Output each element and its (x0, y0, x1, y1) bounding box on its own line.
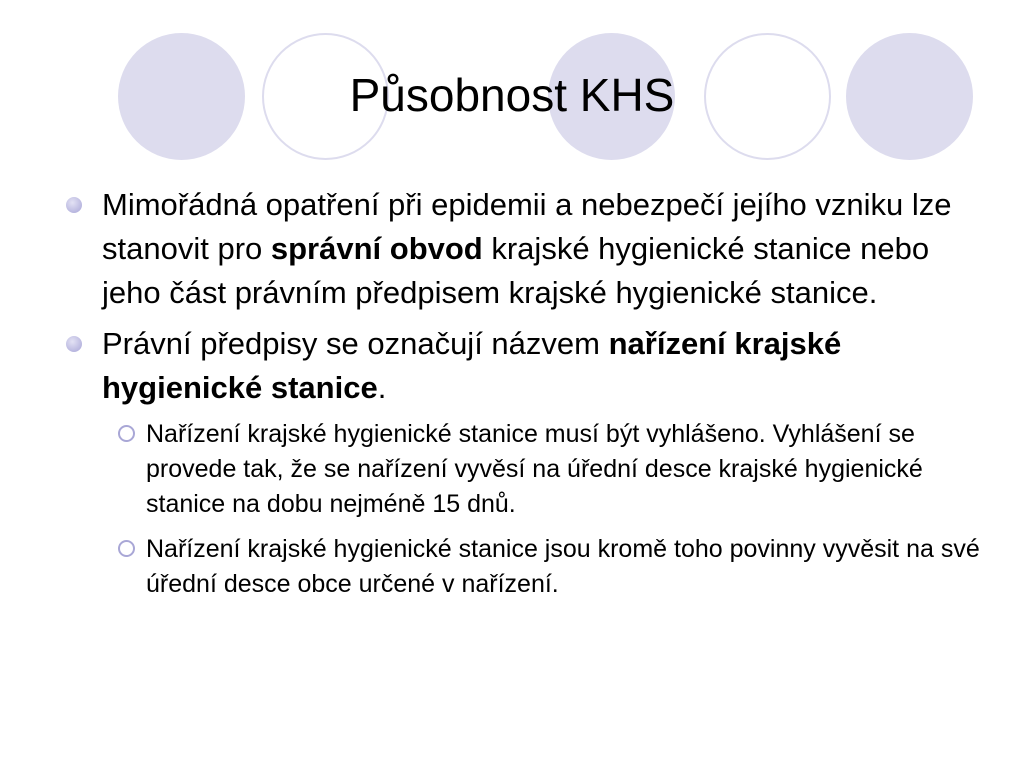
bullet-dot-icon (66, 336, 82, 352)
ring-bullet-icon (118, 425, 135, 442)
bullet-text: . (377, 370, 387, 405)
bullet-text-bold: správní obvod (270, 231, 483, 266)
subbullet-item (66, 417, 986, 522)
subbullet-text: Nařízení krajské hygienické stanice jsou kromě toho povinny vyvěsit na své úřední desce obce určené v nařízení. (146, 535, 980, 598)
bullet-text-bold: nařízení krajské hygienické stanice (102, 326, 842, 405)
bullet-dot-icon (66, 197, 82, 213)
subbullet-text: Nařízení krajské hygienické stanice musí být vyhlášeno. Vyhlášení se provede tak, že se nařízení vyvěsí na úřední desce krajské hygienické stanice na dobu nejméně 15 dnů. (146, 420, 923, 518)
bullet-item (66, 322, 986, 410)
bullet-item (66, 183, 986, 315)
ring-bullet-icon (118, 540, 135, 557)
slide-content (66, 183, 986, 612)
bullet-text: Mimořádná opatření při epidemii a nebezpečí jejího vzniku lze stanovit pro (102, 187, 952, 266)
bullet-text: Právní předpisy se označují názvem (102, 326, 609, 361)
bullet-text: krajské hygienické stanice nebo jeho část právním předpisem krajské hygienické stanice. (102, 231, 930, 310)
subbullet-item (66, 532, 986, 602)
slide-title: Působnost KHS (349, 69, 675, 121)
